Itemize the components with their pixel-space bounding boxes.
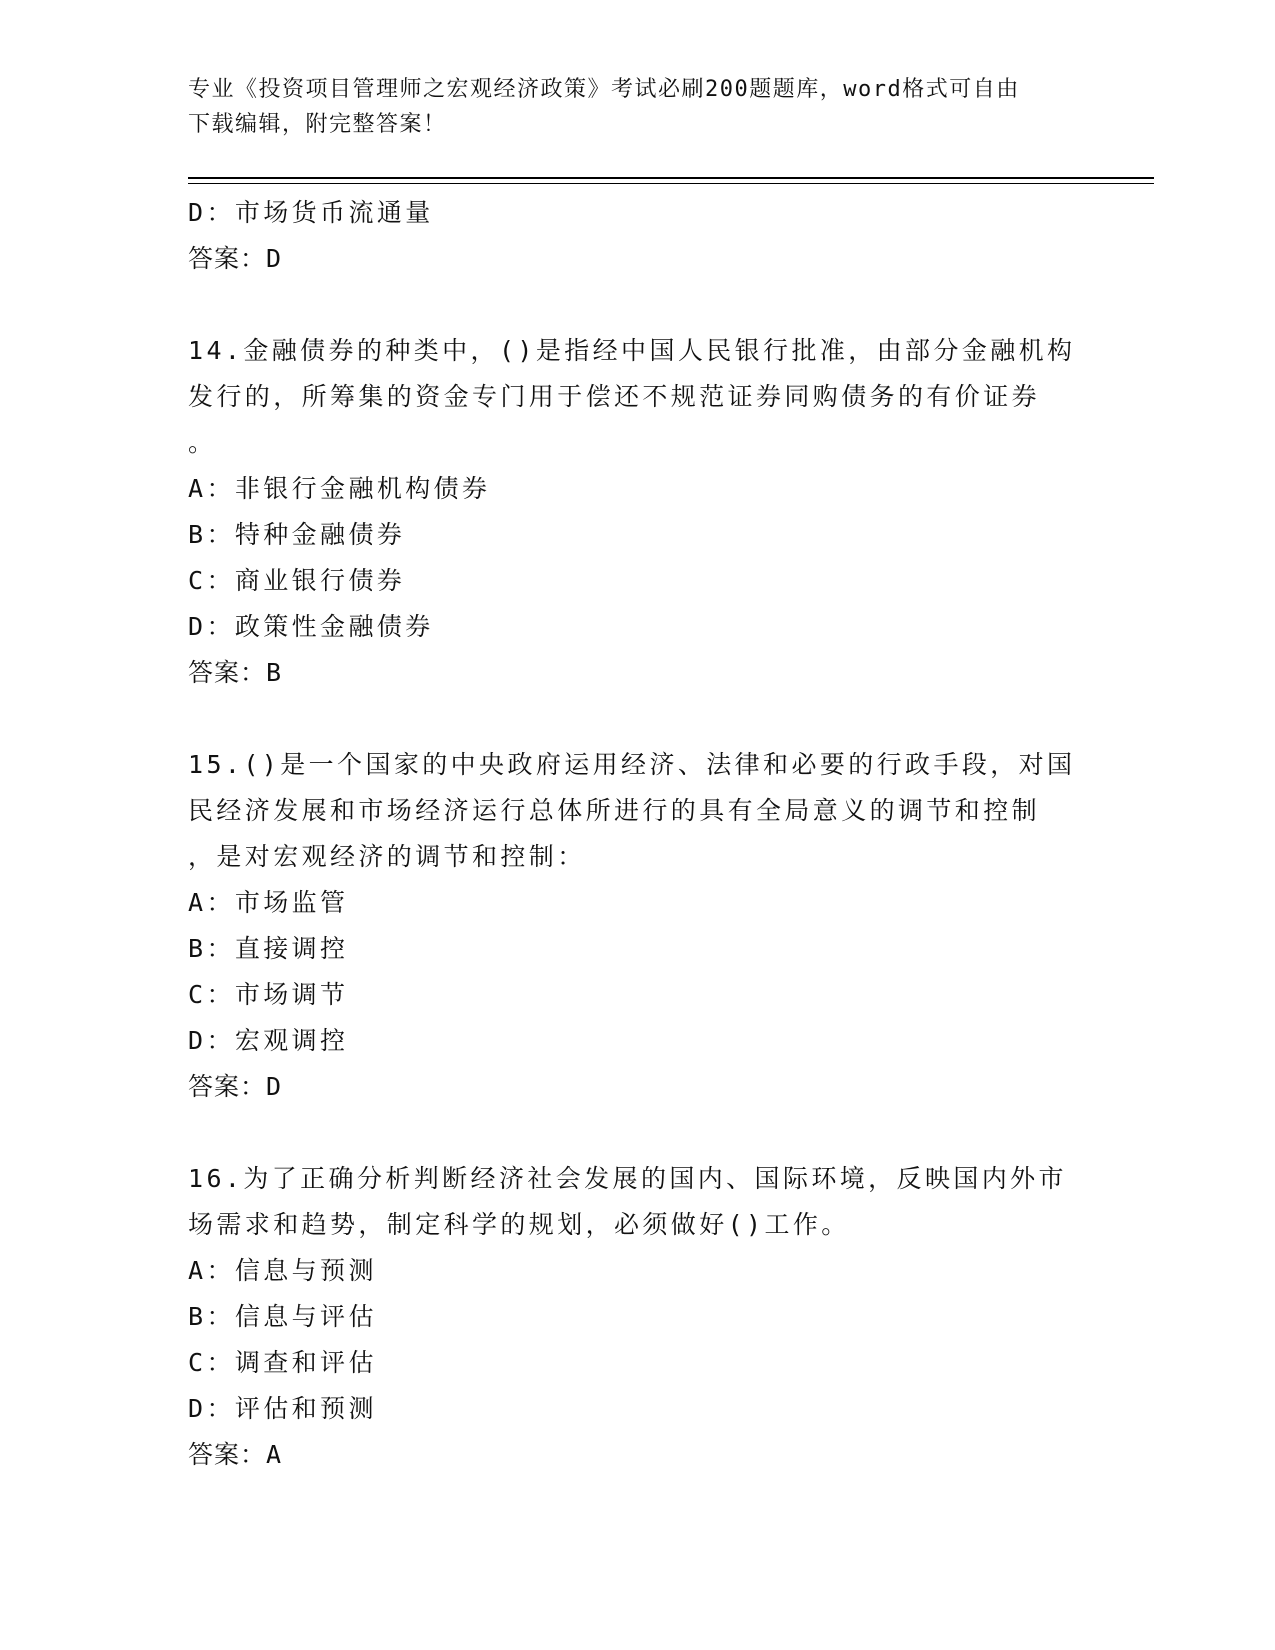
header-line-1: 专业《投资项目管理师之宏观经济政策》考试必刷200题题库，word格式可自由 [188,77,1020,102]
question-text [188,328,1078,466]
question-16 [188,1156,1088,1478]
option-d: D：市场货币流通量 [188,198,434,227]
option-d: D：宏观调控 [188,1026,349,1055]
option-b: B：信息与评估 [188,1302,377,1331]
question-text-line: 15.()是一个国家的中央政府运用经济、法律和必要的行政手段，对国 [188,750,1076,779]
question-text-line: 16.为了正确分析判断经济社会发展的国内、国际环境，反映国内外市 [188,1164,1067,1193]
option-b: B：直接调控 [188,934,349,963]
option-c: C：商业银行债券 [188,566,406,595]
option-a: A：市场监管 [188,888,349,917]
option-a: A：非银行金融机构债券 [188,474,491,503]
option-c: C：市场调节 [188,980,349,1009]
question-text-line: 发行的，所筹集的资金专门用于偿还不规范证券同购债务的有价证券 [188,382,1041,411]
question-text-line: 场需求和趋势，制定科学的规划，必须做好()工作。 [188,1210,850,1239]
option-b: B：特种金融债券 [188,520,406,549]
answer-line: 答案：D [188,1072,283,1101]
option-d: D：评估和预测 [188,1394,377,1423]
option-a: A：信息与预测 [188,1256,377,1285]
document-header [188,72,1078,142]
answer-line: 答案：B [188,658,283,687]
question-text [188,742,1078,880]
question-14 [188,328,1088,696]
previous-question-tail [188,190,1088,282]
question-text-line: 14.金融债券的种类中，()是指经中国人民银行批准，由部分金融机构 [188,336,1076,365]
header-rule-thick [188,177,1154,179]
header-line-2: 下载编辑，附完整答案！ [188,112,447,137]
question-text-line: ，是对宏观经济的调节和控制： [188,842,586,871]
option-c: C：调查和评估 [188,1348,377,1377]
option-d: D：政策性金融债券 [188,612,434,641]
question-15 [188,742,1088,1110]
question-text [188,1156,1078,1248]
question-text-line: 民经济发展和市场经济运行总体所进行的具有全局意义的调节和控制 [188,796,1041,825]
question-text-line: 。 [188,428,217,457]
header-rule-thin [188,183,1154,184]
answer-line: 答案：A [188,1440,283,1469]
question-content [188,190,1088,1524]
answer-line: 答案：D [188,244,283,273]
